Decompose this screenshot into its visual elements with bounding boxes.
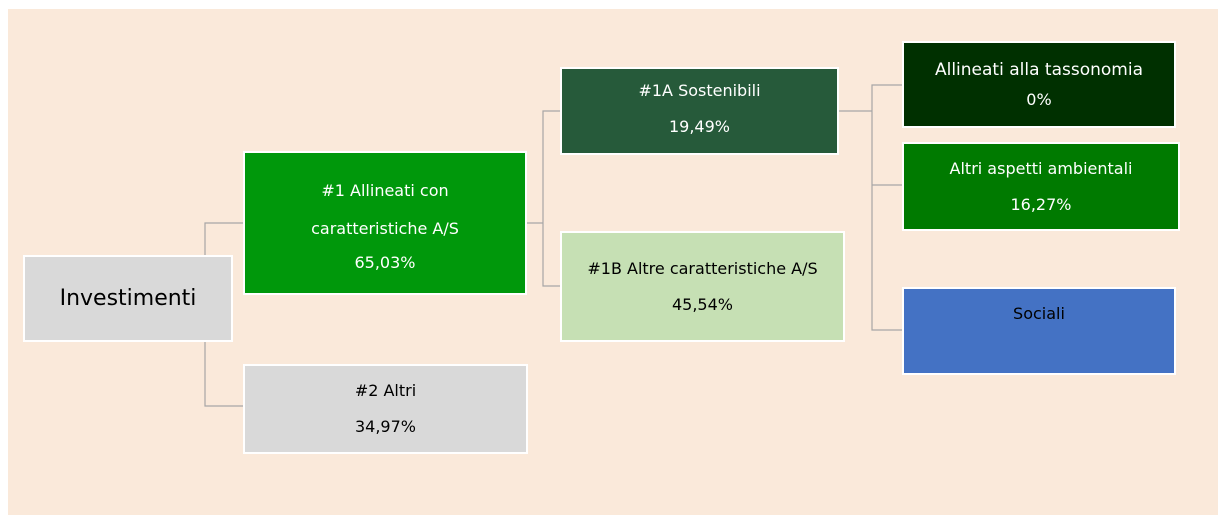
node-tassonomia-label: Allineati alla tassonomia xyxy=(934,59,1143,80)
node-sostenibili-label: #1A Sostenibili xyxy=(638,81,761,100)
node-altre-caratteristiche-value: 45,54% xyxy=(671,294,733,314)
node-aspetti-ambientali-value: 16,27% xyxy=(1010,194,1072,214)
connector-allineati-to-level2 xyxy=(527,111,560,286)
node-aspetti-ambientali-label: Altri aspetti ambientali xyxy=(949,158,1133,178)
node-investimenti xyxy=(23,255,233,342)
node-allineati-as xyxy=(243,151,527,295)
node-sociali-label: Sociali xyxy=(1013,304,1065,323)
node-tassonomia xyxy=(902,41,1176,128)
connector-sostenibili-to-level3 xyxy=(839,85,902,330)
node-tassonomia-value: 0% xyxy=(1026,89,1052,109)
node-altre-caratteristiche-label: #1B Altre caratteristiche A/S xyxy=(587,258,818,278)
node-sociali xyxy=(902,287,1176,375)
node-altri xyxy=(243,364,528,454)
node-allineati-as-label: #1 Allineati con caratteristiche A/S xyxy=(311,181,459,238)
node-altri-label: #2 Altri xyxy=(354,381,417,400)
node-investimenti-label: Investimenti xyxy=(59,285,197,311)
node-aspetti-ambientali xyxy=(902,142,1180,231)
node-sostenibili xyxy=(560,67,839,155)
node-altre-caratteristiche xyxy=(560,231,845,342)
node-sostenibili-value: 19,49% xyxy=(668,117,730,136)
node-altri-value: 34,97% xyxy=(354,417,416,436)
node-allineati-as-value: 65,03% xyxy=(354,253,416,272)
